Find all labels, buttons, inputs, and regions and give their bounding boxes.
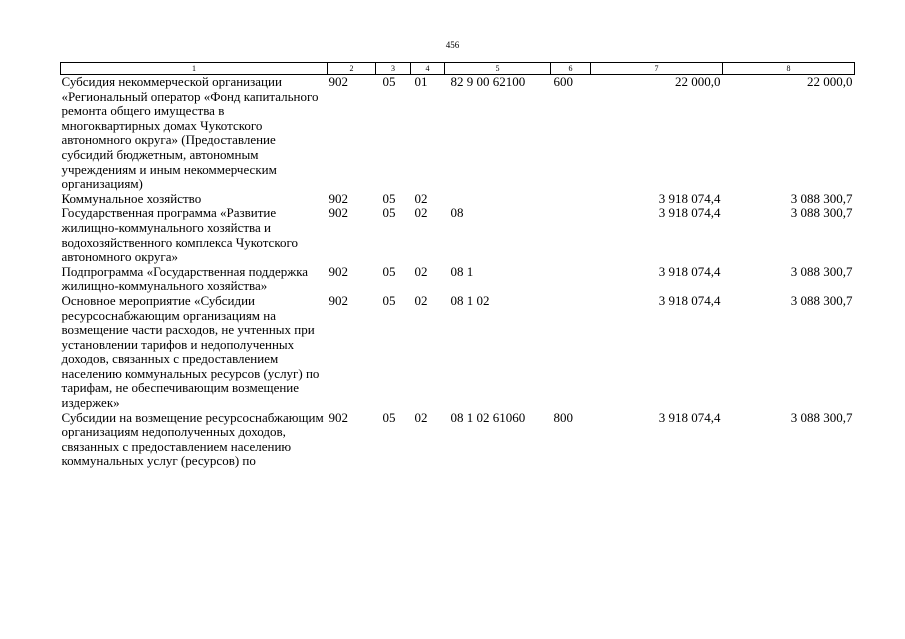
column-header: 7 xyxy=(591,63,723,75)
column-header: 2 xyxy=(328,63,376,75)
column-header: 1 xyxy=(61,63,328,75)
section-code: 05 xyxy=(382,205,396,221)
page-number: 456 xyxy=(445,40,460,50)
section-code: 05 xyxy=(382,74,396,89)
column-number-header xyxy=(61,63,855,75)
section-code: 05 xyxy=(382,409,396,425)
ministry-code: 902 xyxy=(328,190,348,206)
expense-type-code xyxy=(551,294,591,411)
ministry-code: 902 xyxy=(328,74,348,89)
target-code: 08 1 02 xyxy=(450,292,490,308)
amount-1: 22 000,0 xyxy=(675,74,721,89)
table-row xyxy=(61,411,855,469)
amount-2: 22 000,0 xyxy=(807,74,853,89)
amount-1: 3 918 074,4 xyxy=(658,190,721,206)
ministry-code: 902 xyxy=(328,292,348,308)
amount-1: 3 918 074,4 xyxy=(658,409,721,425)
budget-table xyxy=(60,62,855,469)
column-header: 4 xyxy=(411,63,445,75)
amount-1: 3 918 074,4 xyxy=(658,205,721,221)
section-code: 05 xyxy=(382,263,396,279)
column-header: 8 xyxy=(723,63,855,75)
row-name: Подпрограмма «Государственная поддержка жилищно-коммунального хозяйства» xyxy=(61,263,309,294)
table-row xyxy=(61,265,855,294)
subsection-code: 02 xyxy=(414,190,428,206)
row-name: Субсидия некоммерческой организации «Региональный оператор «Фонд капитального ремонта общего имущества в многоквартирных домах Чукотского автономного округа» (Предоставление субсидий бюджетным, автономным учреждениям и иным некоммерческим организациям) xyxy=(61,74,319,192)
row-name: Коммунальное хозяйство xyxy=(61,190,202,206)
section-code: 05 xyxy=(382,190,396,206)
target-code: 08 xyxy=(450,205,464,221)
expense-type-code: 600 xyxy=(553,74,573,89)
amount-2: 3 088 300,7 xyxy=(790,205,853,221)
table-row xyxy=(61,206,855,264)
table-row xyxy=(61,192,855,207)
table-row xyxy=(61,75,855,192)
subsection-code: 02 xyxy=(414,263,428,279)
target-code: 82 9 00 62100 xyxy=(450,74,526,89)
ministry-code: 902 xyxy=(328,205,348,221)
section-code: 05 xyxy=(382,292,396,308)
column-header: 6 xyxy=(551,63,591,75)
target-code xyxy=(445,192,551,207)
amount-1: 3 918 074,4 xyxy=(658,292,721,308)
subsection-code: 02 xyxy=(414,205,428,221)
expense-type-code xyxy=(551,265,591,294)
amount-2: 3 088 300,7 xyxy=(790,190,853,206)
row-name: Основное мероприятие «Субсидии ресурсоснабжающим организациям на возмещение части расходов, не учтенных при установлении тарифов и недополученных доходов, связанных с предоставлением населению коммунальных ресурсов (услуг) по тарифам, не обеспечивающим возмещение издержек» xyxy=(61,292,320,411)
target-code: 08 1 02 61060 xyxy=(450,409,526,425)
subsection-code: 02 xyxy=(414,292,428,308)
amount-2: 3 088 300,7 xyxy=(790,263,853,279)
subsection-code: 02 xyxy=(414,409,428,425)
expense-type-code xyxy=(551,206,591,264)
amount-2: 3 088 300,7 xyxy=(790,292,853,308)
subsection-code: 01 xyxy=(414,74,428,89)
column-header: 5 xyxy=(445,63,551,75)
amount-2: 3 088 300,7 xyxy=(790,409,853,425)
amount-1: 3 918 074,4 xyxy=(658,263,721,279)
ministry-code: 902 xyxy=(328,409,348,425)
target-code: 08 1 xyxy=(450,263,474,279)
column-header: 3 xyxy=(376,63,411,75)
row-name: Государственная программа «Развитие жилищно-коммунального хозяйства и водохозяйственного комплекса Чукотского автономного округа» xyxy=(61,205,298,265)
expense-type-code xyxy=(551,192,591,207)
row-name: Субсидии на возмещение ресурсоснабжающим организациям недополученных доходов, связанных с предоставлением населению коммунальных услуг (ресурсов) по xyxy=(61,409,324,469)
table-row xyxy=(61,294,855,411)
expense-type-code: 800 xyxy=(553,409,573,425)
ministry-code: 902 xyxy=(328,263,348,279)
